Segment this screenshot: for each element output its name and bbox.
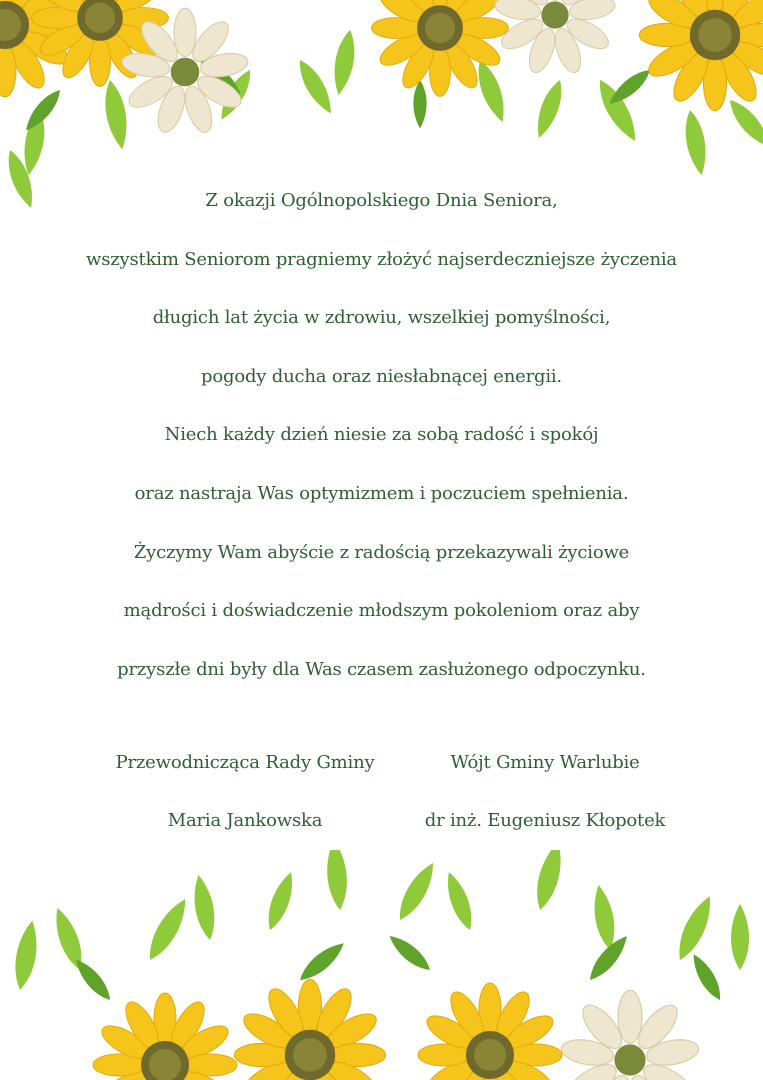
greeting-line-4: pogody ducha oraz niesłabnącej energii. — [201, 365, 562, 387]
bottom-leaves — [11, 850, 749, 992]
greeting-line-2: wszystkim Seniorom pragniemy złożyć najserdeczniejsze życzenia — [86, 248, 677, 270]
greeting-line-1: Z okazji Ogólnopolskiego Dnia Seniora, — [205, 190, 558, 211]
greeting-line-9: przyszłe dni były dla Was czasem zasłużonego odpoczynku. — [117, 658, 646, 680]
signature-council-chair — [95, 745, 395, 861]
cream-flower-icon — [559, 990, 700, 1080]
signature-title: Wójt Gminy Warlubie — [450, 752, 640, 773]
greeting-line-8: mądrości i doświadczenie młodszym pokoleniom oraz aby — [123, 600, 640, 622]
signature-title: Przewodnicząca Rady Gminy — [115, 752, 375, 773]
greeting-line-6: oraz nastraja Was optymizmem i poczuciem spełnienia. — [134, 482, 629, 504]
sunflower-icon — [234, 979, 385, 1080]
sunflower-icon — [639, 0, 763, 111]
cream-flower-icon — [493, 0, 617, 76]
signature-mayor — [395, 745, 695, 861]
signature-name: Maria Jankowska — [167, 810, 323, 831]
bottom-floral-border — [0, 850, 763, 1080]
sunflower-icon — [93, 993, 237, 1080]
greeting-line-3: długich lat życia w zdrowiu, wszelkiej pomyślności, — [152, 307, 611, 329]
greeting-text — [0, 183, 763, 710]
sunflower-icon — [418, 983, 562, 1080]
greeting-line-5: Niech każdy dzień niesie za sobą radość i spokój — [164, 424, 599, 446]
signature-name: dr inż. Eugeniusz Kłopotek — [424, 810, 666, 831]
greeting-line-7: Życzymy Wam abyście z radością przekazywali życiowe — [133, 541, 630, 563]
